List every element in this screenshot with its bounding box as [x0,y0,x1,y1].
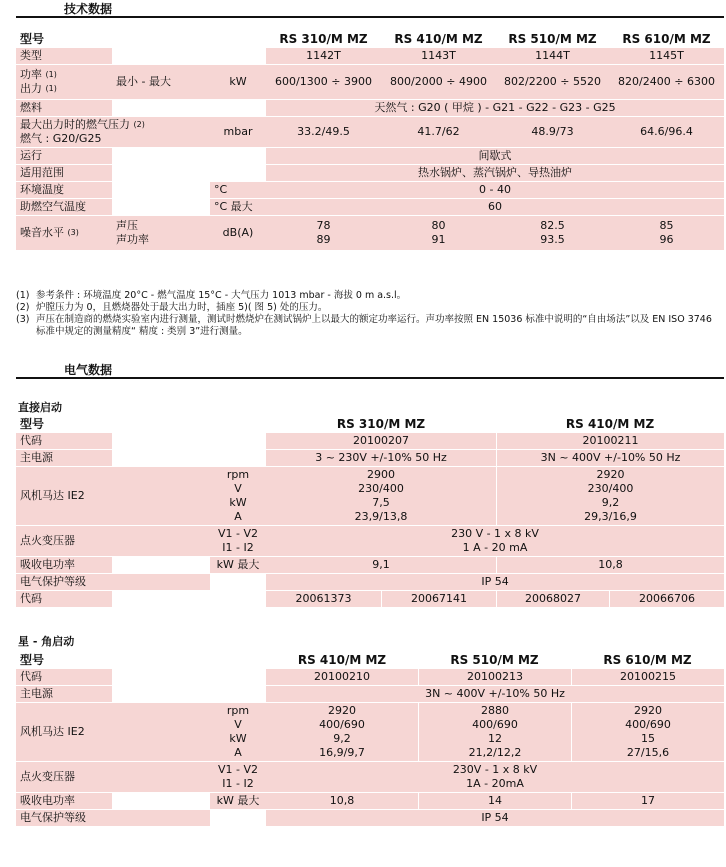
noise-sub-power: 声功率 [116,233,149,246]
motor-unit: V [234,482,242,495]
absorbed-label: 吸收电功率 [16,793,112,809]
ignition-units [210,526,266,556]
protection-label: 电气保护等级 [16,810,210,826]
motor-value: 230/400 [358,482,404,495]
air-temp-unit: °C 最大 [210,199,266,215]
motor-values [571,703,724,761]
type-value: 1142T [266,48,381,64]
footnote-text: 声压在制造商的燃烧实验室内进行测量，测试时燃烧炉在测试锅炉上以最大的额定功率运行。声功率按照 EN 15036 标准中说明的“自由场法”以及 EN ISO 3746 标准中规定的测量精度“ 精度 : 类别 3”进行测量。 [36,314,712,337]
noise-sub-pressure: 声压 [116,219,138,232]
star-code-row [16,669,724,685]
ambient-unit: °C [210,182,266,198]
noise-value [381,216,496,250]
motor-value: 23,9/13,8 [354,510,408,523]
motor-value: 15 [641,732,655,745]
power-label-line2: 出力 [20,82,42,95]
motor-unit: V [234,718,242,731]
star-supply-row [16,686,724,702]
power-value: 802/2200 ÷ 5520 [496,65,609,99]
motor-value: 2920 [596,468,625,481]
model-label: 型号 [16,31,112,47]
air-temp-value: 60 [266,199,724,215]
code-value: 20066706 [609,591,724,607]
ignition-value: 1A - 20mA [466,777,524,790]
model-name: RS 610/M MZ [609,31,724,47]
noise-value [266,216,381,250]
noise-value [609,216,724,250]
star-absorbed-row [16,793,724,809]
model-label: 型号 [16,416,112,432]
model-name: RS 310/M MZ [266,31,381,47]
noise-row [16,216,724,250]
noise-power-value: 93.5 [540,233,565,246]
power-unit: kW [210,65,266,99]
application-row [16,165,724,181]
absorbed-value: 9,1 [266,557,496,573]
model-name: RS 410/M MZ [266,652,418,668]
noise-power-value: 96 [659,233,674,246]
noise-sub-labels [112,216,210,250]
tech-section-divider [16,16,724,18]
elec-section-title: 电气数据 [64,363,113,377]
motor-unit: rpm [226,468,250,481]
code-value: 20067141 [381,591,496,607]
direct-start-table [16,415,724,608]
motor-label: 风机马达 IE2 [16,703,210,761]
direct-ignition-row [16,526,724,556]
fuel-value: 天然气 : G20 ( 甲烷 ) - G21 - G22 - G23 - G25 [266,100,724,116]
motor-value: 12 [488,732,502,745]
ignition-unit: I1 - I2 [222,541,254,554]
motor-values [266,467,496,525]
noise-pressure-value: 80 [431,219,446,232]
motor-value: 2920 [634,704,662,717]
direct-protection-row [16,574,724,590]
footnote-number: (3) [16,314,30,325]
motor-value: 9,2 [601,496,620,509]
pressure-row [16,117,724,147]
star-ignition-row [16,762,724,792]
noise-pressure-value: 85 [659,219,674,232]
star-delta-title: 星 - 角启动 [18,635,75,648]
tech-section-title: 技术数据 [64,2,113,16]
star-motor-row [16,703,724,761]
code-value: 20100213 [418,669,571,685]
motor-unit: rpm [226,704,250,717]
power-ref: (1) [45,84,57,93]
ambient-row [16,182,724,198]
operation-value: 间歇式 [266,148,724,164]
noise-value [496,216,609,250]
motor-value: 2920 [328,704,356,717]
footnote-number: (2) [16,302,30,313]
ignition-unit: V1 - V2 [217,763,258,776]
power-value: 600/1300 ÷ 3900 [266,65,381,99]
power-label-line1: 功率 [20,68,42,81]
star-protection-row [16,810,724,826]
motor-value: 9,2 [333,732,351,745]
supply-label: 主电源 [16,450,112,466]
ignition-value: 230V - 1 x 8 kV [452,763,538,776]
ignition-values [266,526,724,556]
pressure-value: 33.2/49.5 [266,117,381,147]
motor-value: 27/15,6 [626,746,670,759]
model-name: RS 510/M MZ [496,31,609,47]
type-row [16,48,724,64]
protection-value: IP 54 [266,574,724,590]
code-label: 代码 [16,591,112,607]
air-temp-row [16,199,724,215]
star-model-row [16,652,724,668]
model-name: RS 410/M MZ [381,31,496,47]
power-label [16,65,112,99]
motor-values [266,703,418,761]
elec-section-divider [16,377,724,379]
noise-label-text: 噪音水平 [20,226,64,239]
air-temp-label: 助燃空气温度 [16,199,112,215]
ambient-value: 0 - 40 [266,182,724,198]
direct-code2-row [16,591,724,607]
noise-pressure-value: 82.5 [540,219,565,232]
motor-value: 29,3/16,9 [584,510,637,523]
absorbed-label: 吸收电功率 [16,557,112,573]
direct-absorbed-row [16,557,724,573]
pressure-label [16,117,210,147]
footnote-text: 参考条件 : 环境温度 20°C - 燃气温度 15°C - 大气压力 1013 mbar - 海拔 0 m a.s.l。 [36,290,407,301]
pressure-ref: (2) [133,120,145,129]
absorbed-value: 14 [418,793,571,809]
motor-unit: A [234,510,242,523]
code-value: 20100210 [266,669,418,685]
supply-value: 3N ~ 400V +/-10% 50 Hz [496,450,724,466]
direct-model-row [16,416,724,432]
noise-unit: dB(A) [210,216,266,250]
supply-value: 3N ~ 400V +/-10% 50 Hz [266,686,724,702]
pressure-label-line2: 燃气 : G20/G25 [20,132,102,145]
noise-ref: (3) [67,228,79,237]
model-name: RS 610/M MZ [571,652,724,668]
ignition-label: 点火变压器 [16,762,210,792]
power-value: 800/2000 ÷ 4900 [381,65,496,99]
motor-value: 400/690 [472,718,518,731]
code-value: 20100207 [266,433,496,449]
tech-data-table [16,30,724,251]
direct-start-title: 直接启动 [18,401,62,414]
application-value: 热水锅炉、蒸汽锅炉、导热油炉 [266,165,724,181]
noise-power-value: 91 [431,233,446,246]
ignition-unit: V1 - V2 [217,527,258,540]
model-name: RS 510/M MZ [418,652,571,668]
type-value: 1143T [381,48,496,64]
pressure-value: 48.9/73 [496,117,609,147]
motor-value: 16,9/9,7 [319,746,365,759]
absorbed-value: 10,8 [496,557,724,573]
ignition-values [266,762,724,792]
code-value: 20068027 [496,591,609,607]
motor-value: 400/690 [319,718,365,731]
absorbed-value: 17 [571,793,724,809]
motor-values [496,467,724,525]
application-label: 适用范围 [16,165,112,181]
pressure-label-line1: 最大出力时的燃气压力 [20,118,130,131]
power-ref: (1) [45,70,57,79]
footnote [16,290,724,302]
motor-label: 风机马达 IE2 [16,467,210,525]
model-label: 型号 [16,652,112,668]
motor-values [418,703,571,761]
type-value: 1144T [496,48,609,64]
direct-motor-row [16,467,724,525]
power-value: 820/2400 ÷ 6300 [609,65,724,99]
direct-code-row [16,433,724,449]
noise-pressure-value: 78 [316,219,331,232]
motor-value: 2900 [367,468,395,481]
motor-unit: A [234,746,242,759]
absorbed-unit: kW 最大 [210,793,266,809]
motor-value: 2880 [481,704,509,717]
model-name: RS 310/M MZ [266,416,496,432]
pressure-unit: mbar [210,117,266,147]
supply-value: 3 ~ 230V +/-10% 50 Hz [266,450,496,466]
fuel-row [16,100,724,116]
pressure-value: 41.7/62 [381,117,496,147]
type-value: 1145T [609,48,724,64]
motor-value: 230/400 [587,482,634,495]
code-value: 20100211 [496,433,724,449]
absorbed-value: 10,8 [266,793,418,809]
motor-units [210,467,266,525]
pressure-value: 64.6/96.4 [609,117,724,147]
motor-units [210,703,266,761]
footnote [16,302,724,314]
code-label: 代码 [16,669,112,685]
ignition-units [210,762,266,792]
motor-value: 7,5 [372,496,390,509]
footnotes [16,290,724,338]
footnote [16,314,724,338]
tech-model-row [16,31,724,47]
ignition-value: 230 V - 1 x 8 kV [451,527,539,540]
code-value: 20100215 [571,669,724,685]
motor-value: 21,2/12,2 [468,746,522,759]
footnote-text: 炉膛压力为 0，且燃烧器处于最大出力时，插座 5)( 图 5) 处的压力。 [36,302,328,313]
absorbed-unit: kW 最大 [210,557,266,573]
model-name: RS 410/M MZ [496,416,724,432]
ambient-label: 环境温度 [16,182,112,198]
footnote-number: (1) [16,290,30,301]
operation-row [16,148,724,164]
supply-label: 主电源 [16,686,112,702]
ignition-unit: I1 - I2 [222,777,254,790]
motor-value: 400/690 [625,718,671,731]
protection-value: IP 54 [266,810,724,826]
star-delta-table [16,651,724,827]
code-label: 代码 [16,433,112,449]
motor-unit: kW [229,732,247,745]
noise-power-value: 89 [316,233,331,246]
type-label: 类型 [16,48,112,64]
protection-label: 电气保护等级 [16,574,210,590]
noise-label [16,216,112,250]
motor-unit: kW [229,496,247,509]
power-range: 最小 - 最大 [112,65,210,99]
code-value: 20061373 [266,591,381,607]
power-row [16,65,724,99]
ignition-label: 点火变压器 [16,526,210,556]
ignition-value: 1 A - 20 mA [462,541,528,554]
direct-supply-row [16,450,724,466]
fuel-label: 燃料 [16,100,112,116]
operation-label: 运行 [16,148,112,164]
